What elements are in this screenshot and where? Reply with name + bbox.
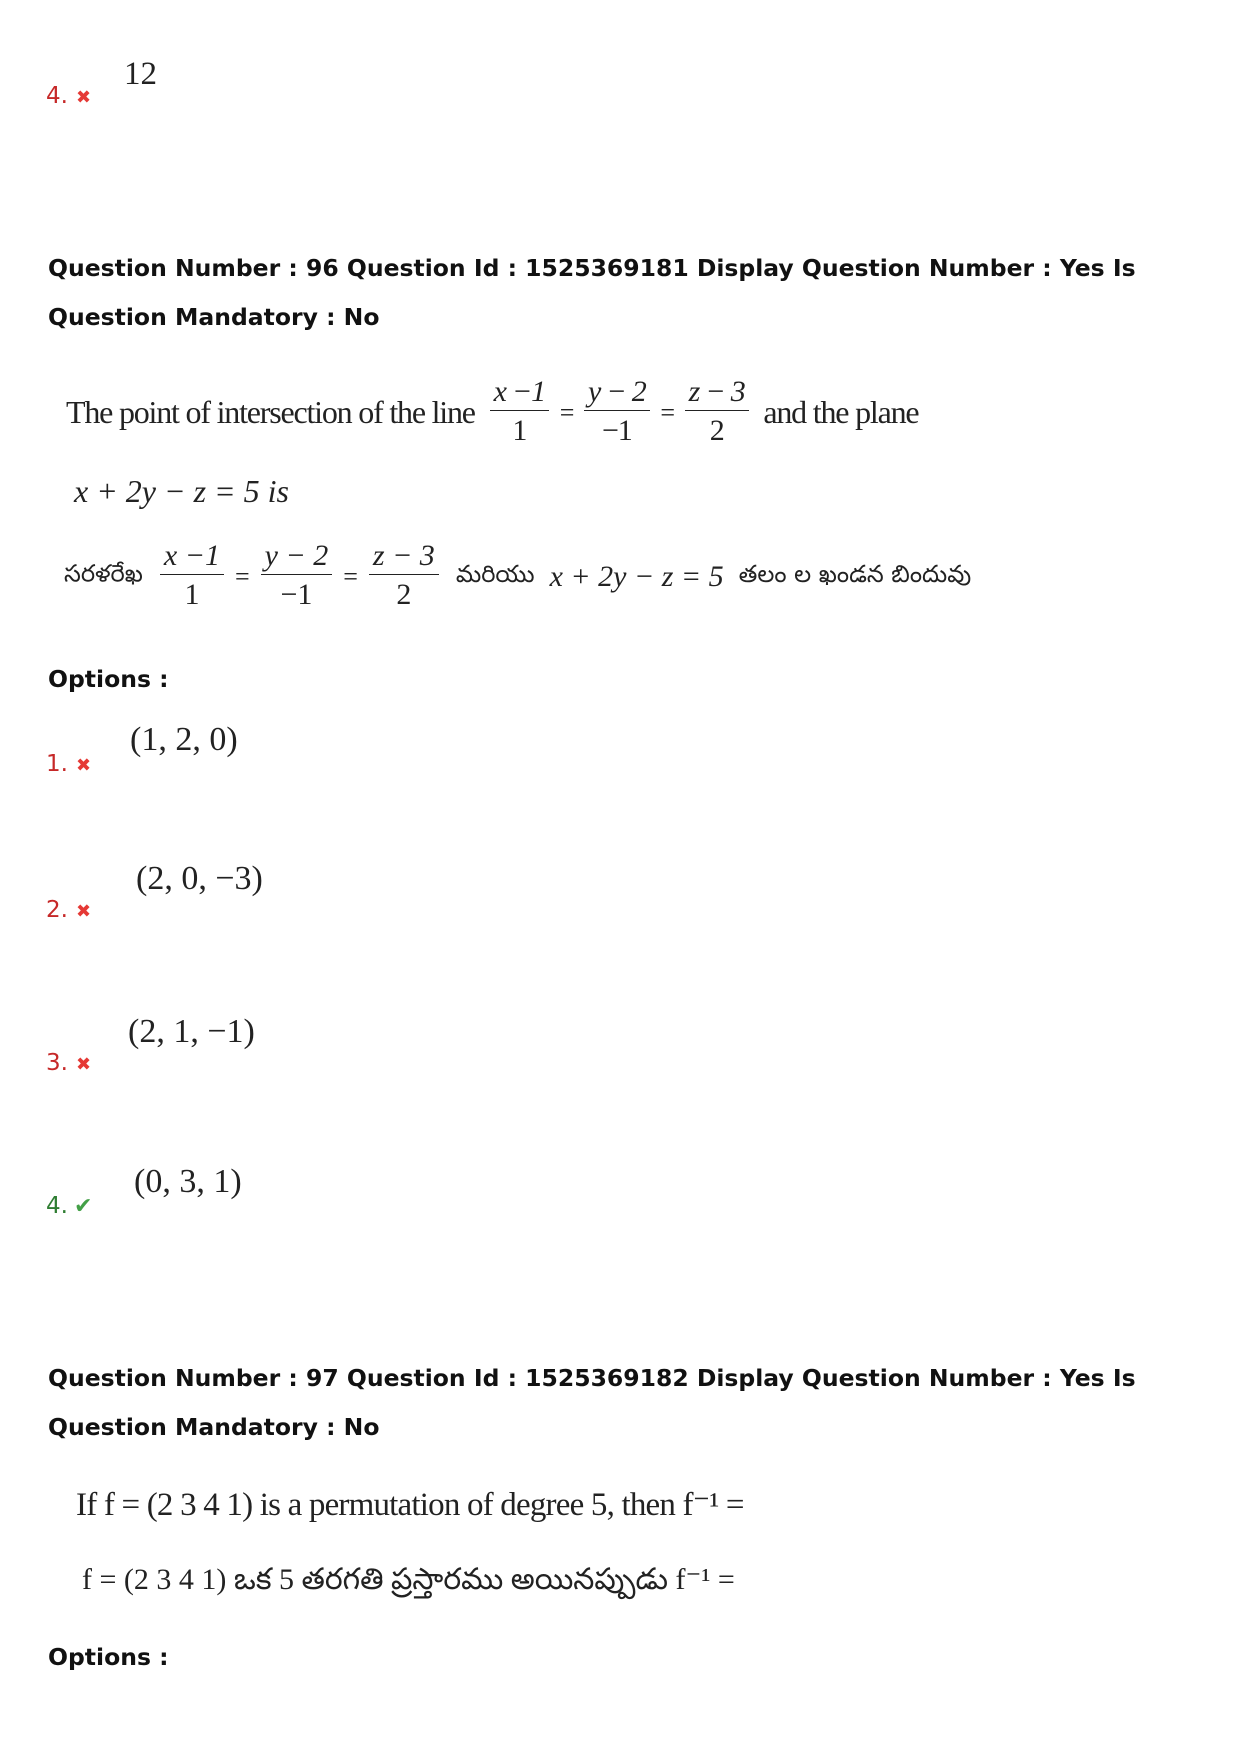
q96-option-4-value: (0, 3, 1) (134, 1163, 242, 1200)
q96-option-1-value: (1, 2, 0) (130, 721, 238, 758)
q96-option-4 (46, 1193, 92, 1219)
fraction: $\frac{x -1}{1}$ (490, 374, 549, 451)
fraction: $\frac{y - 2}{-1}$ (261, 538, 333, 615)
q96-option-2 (46, 897, 91, 923)
q96-english-line1: The point of intersection of the line $\frac{x -1}{1}$ = $\frac{y - 2}{-1}$ = $\frac{z - 3}{2}$ and the plane (66, 374, 918, 451)
check-icon: ✔ (73, 1194, 93, 1219)
option-number: 4. (46, 83, 68, 109)
cross-icon: ✖ (75, 755, 92, 776)
fraction: $\frac{z - 3}{2}$ (369, 538, 439, 615)
q96-english-line2: x + 2y − z = 5 is (74, 473, 289, 509)
fraction: $\frac{x -1}{1}$ (160, 538, 224, 615)
q97-english-line: If f = (2 3 4 1) is a permutation of degree 5, then f⁻¹ = (76, 1487, 744, 1523)
q96-telugu-middle: మరియు (455, 559, 535, 588)
cross-icon: ✖ (75, 87, 92, 108)
q96-telugu-plane: x + 2y − z = 5 (549, 559, 724, 593)
q96-header: Question Number : 96 Question Id : 1525369181 Display Question Number : Yes Is Question Mandatory : No (48, 254, 1136, 331)
option-number: 4. (46, 1193, 68, 1219)
fraction: $\frac{y - 2}{-1}$ (584, 374, 650, 451)
option-number: 1. (46, 751, 68, 777)
q96-option-2-value: (2, 0, −3) (136, 860, 263, 897)
option-number: 3. (46, 1050, 68, 1076)
q96-option-3 (46, 1050, 91, 1076)
q96-options-label: Options : (48, 665, 169, 693)
prev-option-4-value: 12 (124, 56, 157, 92)
cross-icon: ✖ (75, 901, 92, 922)
cross-icon: ✖ (75, 1054, 92, 1075)
q96-english-suffix: and the plane (763, 394, 919, 430)
prev-option-4 (46, 83, 91, 109)
q96-option-1 (46, 751, 91, 777)
q96-english-prefix: The point of intersection of the line (66, 394, 475, 430)
q96-telugu-suffix: తలం ల ఖండన బిందువు (738, 559, 972, 588)
q97-header: Question Number : 97 Question Id : 1525369182 Display Question Number : Yes Is Question Mandatory : No (48, 1364, 1136, 1441)
option-number: 2. (46, 897, 68, 923)
q96-telugu-line: సరళరేఖ $\frac{x -1}{1}$ = $\frac{y - 2}{-1}$ = $\frac{z - 3}{2}$ మరియు x + 2y − z = 5 తలం ల ఖండన బిందువు (64, 538, 971, 615)
q97-options-label: Options : (48, 1643, 169, 1671)
q97-telugu-line: f = (2 3 4 1) ఒక 5 తరగతి ప్రస్తారము అయినప్పుడు f⁻¹ = (82, 1563, 735, 1596)
q96-telugu-prefix: సరళరేఖ (64, 559, 143, 588)
q96-option-3-value: (2, 1, −1) (128, 1013, 255, 1050)
fraction: $\frac{z - 3}{2}$ (685, 374, 749, 451)
